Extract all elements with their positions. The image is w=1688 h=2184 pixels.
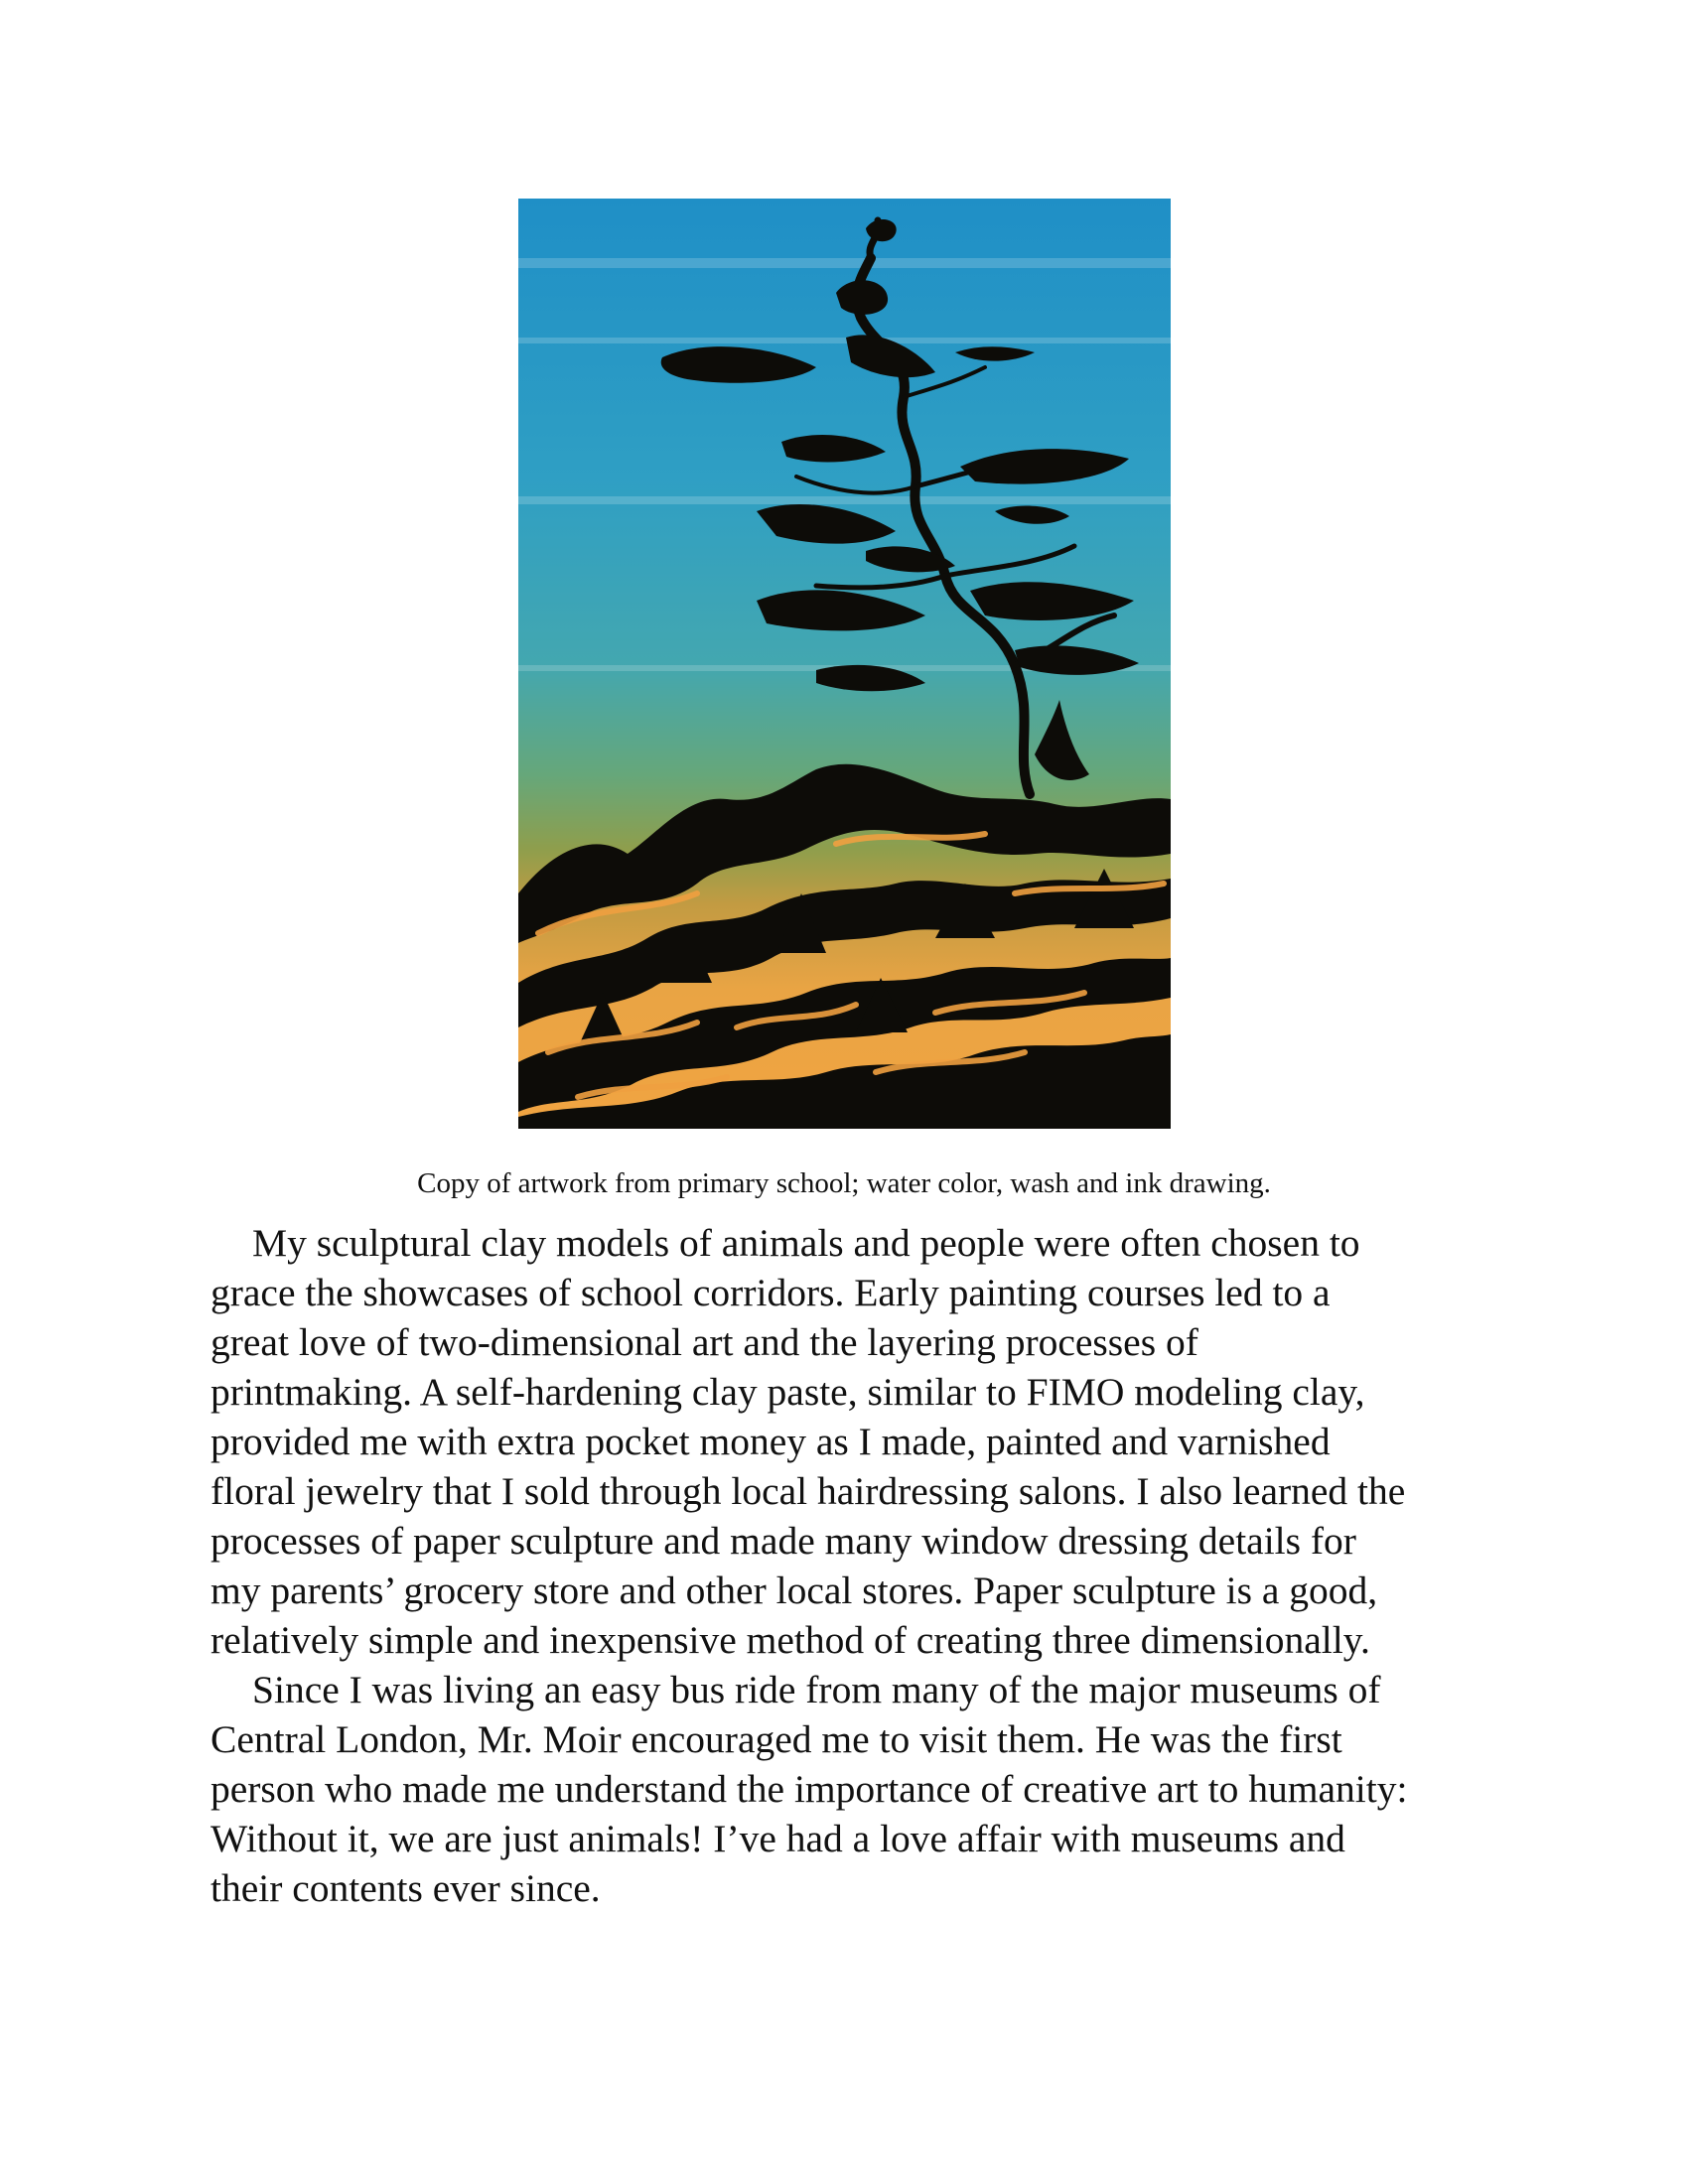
text-line: My sculptural clay models of animals and people were often chosen to bbox=[252, 1221, 1360, 1265]
text-line: great love of two-dimensional art and the layering processes of bbox=[211, 1320, 1198, 1364]
text-line: Central London, Mr. Moir encouraged me to visit them. He was the first bbox=[211, 1717, 1342, 1761]
text-line: Since I was living an easy bus ride from many of the major museums of bbox=[252, 1668, 1381, 1711]
paragraph bbox=[211, 1218, 1491, 1665]
figure-caption: Copy of artwork from primary school; water color, wash and ink drawing. bbox=[417, 1167, 1271, 1199]
text-line: floral jewelry that I sold through local hairdressing salons. I also learned the bbox=[211, 1469, 1406, 1513]
text-line: provided me with extra pocket money as I made, painted and varnished bbox=[211, 1420, 1331, 1463]
watercolor-ink-painting bbox=[518, 199, 1171, 1129]
text-line: my parents’ grocery store and other local stores. Paper sculpture is a good, bbox=[211, 1569, 1378, 1612]
text-line: grace the showcases of school corridors. Early painting courses led to a bbox=[211, 1271, 1331, 1314]
text-line: their contents ever since. bbox=[211, 1866, 601, 1910]
text-line: Without it, we are just animals! I’ve had a love affair with museums and bbox=[211, 1817, 1345, 1860]
text-line: relatively simple and inexpensive method of creating three dimensionally. bbox=[211, 1618, 1370, 1662]
paragraph bbox=[211, 1665, 1491, 1913]
artwork-image bbox=[518, 199, 1171, 1129]
text-line: person who made me understand the importance of creative art to humanity: bbox=[211, 1767, 1408, 1811]
body-text bbox=[211, 1218, 1491, 1913]
text-line: printmaking. A self-hardening clay paste, similar to FIMO modeling clay, bbox=[211, 1370, 1365, 1414]
text-line: processes of paper sculpture and made many window dressing details for bbox=[211, 1519, 1356, 1563]
